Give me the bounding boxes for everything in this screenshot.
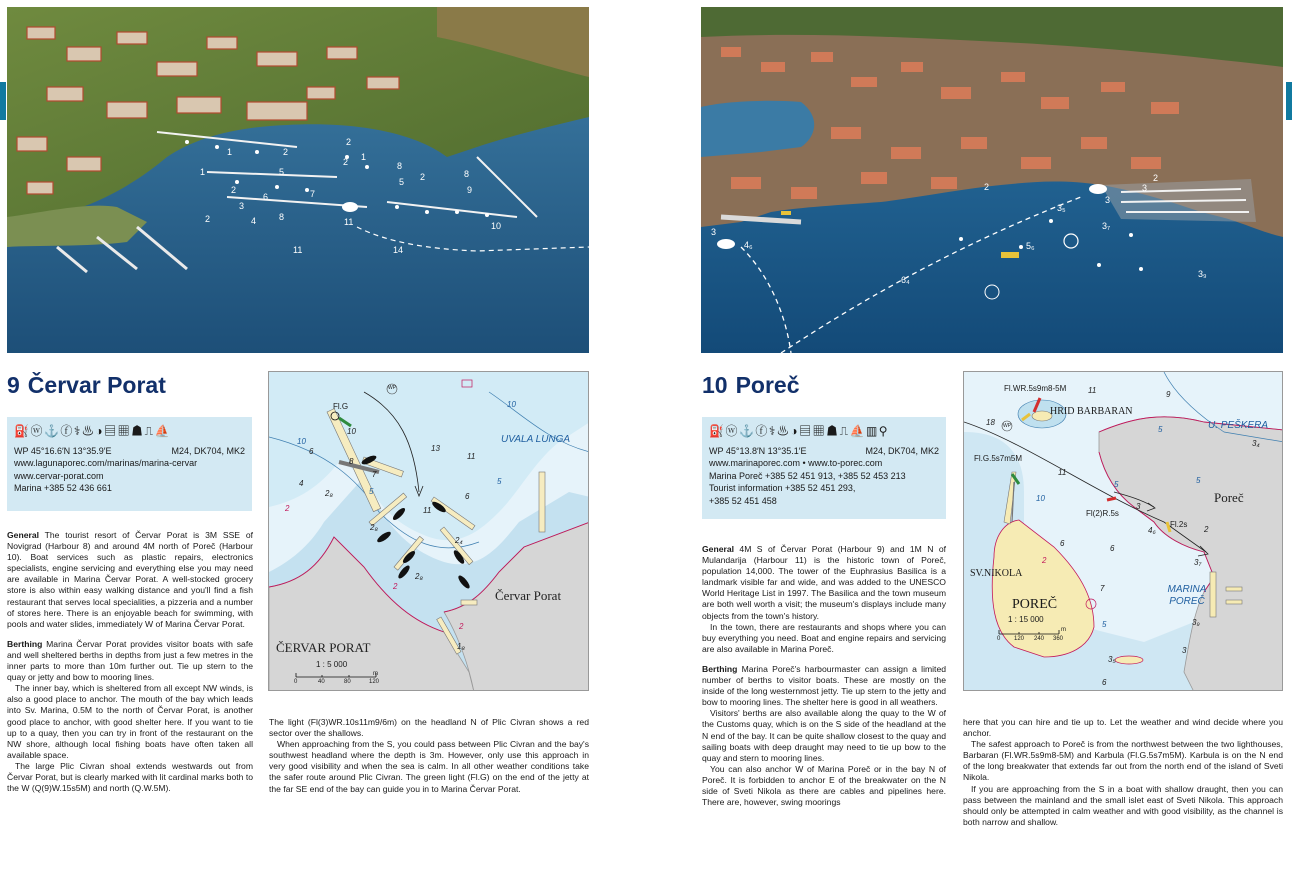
- harbour-heading-cervar-porat: [7, 372, 166, 399]
- text-column-right-2: [963, 717, 1283, 828]
- photo-label: 8: [397, 161, 403, 171]
- berthing-text: Marina Poreč's harbourmaster can assign a limited number of berths to visitor boats. These are mostly on the inside of the long westernmost jetty. Tie up stern to the jetty and bow to mooring lines. The shelter here is good in all weathers.: [702, 663, 946, 708]
- harbour-title: Poreč: [735, 372, 800, 398]
- chart-references: M24, DK704, MK2: [865, 445, 939, 456]
- harbour-number: 9: [7, 372, 20, 398]
- phone-number: Tourist information +385 52 451 293,: [709, 483, 856, 493]
- scale-tick: 120: [369, 679, 380, 685]
- harbour-number: 10: [702, 372, 728, 398]
- depth-sounding: 11: [1058, 468, 1067, 477]
- town-label: Červar Porat: [495, 588, 562, 603]
- light-label: Fl.G.5s7m5M: [974, 454, 1023, 463]
- berthing-paragraph: Visitors' berths are also available along the quay to the W of the Customs quay, which is on the S side of the headland at the N end of the bay. It can be quite shallow closest to the quay and sailing boats with deep draught may need to tie up bow to the quay and stern to mooring lines.: [702, 708, 946, 763]
- general-label: General: [7, 530, 40, 540]
- photo-label: 2: [283, 147, 289, 157]
- marina-label: MARINA POREČ: [1167, 584, 1207, 607]
- scale-unit: m: [373, 671, 378, 677]
- scale-tick: 0: [294, 679, 298, 685]
- scale-label: 1 : 5 000: [316, 660, 348, 669]
- depth-sounding: 3: [1182, 646, 1187, 655]
- anchoring-paragraph: here that you can hire and tie up to. Let the weather and wind decide where you anchor.: [963, 717, 1283, 739]
- harbour-chart-cervar-porat: [268, 371, 589, 691]
- light-label: Fl.G: [333, 402, 349, 411]
- depth-sounding: 2₈: [415, 572, 423, 581]
- harbour-heading-porec: [702, 372, 800, 399]
- berthing-paragraph: [7, 639, 253, 683]
- harbour-info-box: [702, 417, 946, 519]
- photo-label: 14: [393, 245, 404, 255]
- depth-sounding: 5: [1102, 620, 1107, 629]
- photo-label: 2: [231, 185, 237, 195]
- photo-label: 6: [263, 192, 269, 202]
- berthing-label: Berthing: [7, 638, 43, 649]
- depth-sounding: 10: [507, 400, 516, 409]
- chart-references: M24, DK704, MK2: [171, 445, 245, 456]
- photo-label: 2: [420, 172, 426, 182]
- area-label: UVALA LUNGA: [501, 434, 571, 445]
- photo-label: 3: [239, 201, 245, 211]
- general-text: 4M S of Červar Porat (Harbour 9) and 1M N of Mulandarija (Harbour 11) is the historic town of Poreč, population 14,000. The tower of the Euphrasius Basilica is a landmark visible far and wide, and was added to the UNESCO World Heritage List in 1997. The Basilica and the town museum are both well worth a visit; the museum's displays include many objects from the town's history.: [702, 544, 946, 621]
- island-label: SV.NIKOLA: [970, 568, 1023, 579]
- depth-sounding: 6: [1110, 544, 1115, 553]
- depth-sounding: 2: [459, 622, 464, 631]
- photo-label: 2: [984, 182, 990, 192]
- depth-sounding: 10: [297, 437, 306, 446]
- depth-sounding: 5: [497, 477, 502, 486]
- depth-sounding: 7: [1100, 584, 1105, 593]
- scale-tick: 360: [1053, 636, 1064, 642]
- berthing-paragraph: You can also anchor W of Marina Poreč or in the bay N of Poreč. It is forbidden to anchor E of the breakwater on the N side of Sveti Nikola as there are cables and pipelines here. There are, however, swing moorings: [702, 763, 946, 808]
- depth-sounding: 7: [372, 470, 377, 479]
- phone-number: Marina Poreč +385 52 451 913, +385 52 453 213: [709, 470, 906, 481]
- photo-label: 5₆: [1026, 241, 1035, 251]
- light-paragraph: The light (Fl(3)WR.10s11m9/6m) on the headland N of Plic Civran shows a red sector over the shallows.: [269, 717, 589, 739]
- website-link[interactable]: www.cervar-porat.com: [14, 470, 104, 481]
- depth-sounding: 2₈: [370, 523, 378, 532]
- general-paragraph: [702, 544, 946, 622]
- harbour-info-box: [7, 417, 252, 511]
- photo-label: 3₉: [1198, 269, 1207, 279]
- depth-sounding: 6: [1102, 678, 1107, 687]
- depth-sounding: 9: [1166, 390, 1171, 399]
- depth-sounding: 4₆: [1148, 526, 1156, 535]
- light-label: Fl(2)R.5s: [1086, 509, 1119, 518]
- waypoint-marker: WP: [388, 385, 397, 391]
- photo-label: 3: [1142, 183, 1148, 193]
- website-link[interactable]: www.lagunaporec.com/marinas/marina-cervar: [14, 458, 198, 468]
- photo-label: 2: [346, 137, 352, 147]
- general-paragraph: In the town, there are restaurants and shops where you can buy everything you need. Boat and engine repairs and servicing are also available in Marina Poreč.: [702, 621, 946, 654]
- depth-sounding: 2: [285, 504, 290, 513]
- depth-sounding: 5: [1114, 480, 1119, 489]
- scale-tick: 40: [318, 679, 325, 685]
- photo-label: 3: [1105, 195, 1111, 205]
- photo-label: 4: [251, 216, 257, 226]
- text-column-left-1: [7, 530, 253, 794]
- waypoint: WP 45°16.6′N 13°35.9′E: [14, 445, 112, 456]
- berthing-paragraph: The inner bay, which is sheltered from all except NW winds, is also a good place to anchor. The mouth of the bay which leads into Sv. Marina, 0.5M to the north of Červar Porat, is another good place to anchor, with good shelter here. If you want to tie up to a quay, then you can try in front of the restaurant on the NW shore, although local fishing boats have often taken all available space.: [7, 683, 253, 760]
- text-column-left-2: [269, 717, 589, 795]
- general-text: The tourist resort of Červar Porat is 3M SSE of Novigrad (Harbour 8) and around 4M north of Poreč (Harbour 10). Boat services such as plastic repairs, electronics specialists, engine servicing and everything else you may need are available in Marina Červar Porat. A well-stocked grocery store is also within easy walking distance and you'll find a fish restaurant that serves local specialities, a pizzeria and a number of stores here. There is an enjoyable beach for swimming, with pools and water slides, immediately W of Marina Červar Porat.: [7, 530, 253, 629]
- page-edge-tab-left: [0, 82, 6, 120]
- photo-label: 2: [205, 214, 211, 224]
- photo-label: 11: [344, 217, 354, 227]
- depth-sounding: 1₈: [457, 642, 465, 651]
- depth-sounding: 6: [1060, 539, 1065, 548]
- photo-label: 3₅: [1057, 203, 1066, 213]
- place-label: POREČ: [1012, 597, 1058, 612]
- general-label: General: [702, 544, 735, 554]
- photo-label: 6₄: [901, 275, 910, 285]
- photo-label: 7: [310, 189, 316, 199]
- scale-tick: 240: [1034, 636, 1045, 642]
- approach-paragraph: The safest approach to Poreč is from the northwest between the two lighthouses, Barbaran (Fl.WR.5s9m8-5M) and Karbula (Fl.G.5s7m5M). Karbula is on the N end of the long breakwater that extends far out from the north end of the island of Sveti Nikola.: [963, 739, 1283, 783]
- berthing-label: Berthing: [702, 663, 738, 674]
- depth-sounding: 6: [309, 447, 314, 456]
- depth-sounding: 10: [1036, 494, 1045, 503]
- light-label: Fl.WR.5s9m8-5M: [1004, 384, 1067, 393]
- light-label: Fl.2s: [1170, 520, 1188, 529]
- facility-icons: ⛽ⓦ⚓ⓕ⚕♨◑▤▦☗⎍⛵: [14, 424, 171, 438]
- page-edge-tab-right: [1286, 82, 1292, 120]
- aerial-photo-cervar-porat: [7, 7, 589, 353]
- rock-label: HRID BARBARAN: [1050, 406, 1133, 417]
- waypoint: WP 45°13.8′N 13°35.1′E: [709, 445, 807, 456]
- scale-tick: 80: [344, 679, 351, 685]
- photo-label: 5: [399, 177, 405, 187]
- berthing-text: Marina Červar Porat provides visitor boats with safe and well sheltered berths in depths from just a few metres in the inner parts to more than 10m further out. Tie up stern to the quay or jetty and bow to mooring lines.: [7, 638, 253, 683]
- depth-sounding: 11: [1088, 386, 1097, 395]
- photo-label: 8: [279, 212, 285, 222]
- harbour-chart-porec: [963, 371, 1283, 691]
- depth-sounding: 13: [431, 444, 440, 453]
- depth-sounding: 2₈: [325, 489, 333, 498]
- photo-label: 1: [361, 152, 367, 162]
- harbour-title: Červar Porat: [27, 372, 166, 398]
- waypoint-marker: WP: [1003, 423, 1012, 429]
- depth-sounding: 3₄: [1252, 439, 1260, 448]
- depth-sounding: 3₅: [1108, 655, 1116, 664]
- depth-sounding: 8: [349, 457, 354, 466]
- depth-sounding: 2: [1042, 556, 1047, 565]
- town-label: Poreč: [1214, 490, 1244, 505]
- berthing-paragraph: [702, 664, 946, 708]
- photo-label: 4₆: [744, 240, 753, 250]
- phone-number: +385 52 451 458: [709, 495, 777, 506]
- depth-sounding: 5: [1196, 476, 1201, 485]
- depth-sounding: 6: [465, 492, 470, 501]
- depth-sounding: 4: [299, 479, 304, 488]
- general-paragraph: [7, 530, 253, 630]
- website-link[interactable]: www.marinaporec.com • www.to-porec.com: [709, 458, 883, 468]
- depth-sounding: 5: [369, 487, 374, 496]
- depth-sounding: 3: [1136, 502, 1141, 511]
- place-label: ČERVAR PORAT: [276, 640, 371, 655]
- photo-label: 1: [227, 147, 233, 157]
- scale-tick: 120: [1014, 636, 1025, 642]
- area-label: U. PEŠKERA: [1208, 420, 1269, 431]
- photo-label: 5: [279, 167, 285, 177]
- depth-sounding: 18: [986, 418, 995, 427]
- facility-icons: ⛽ⓦ⚓ⓕ⚕♨◑▤▦☗⎍⛵▥⚲: [709, 424, 890, 438]
- depth-sounding: 10: [347, 427, 356, 436]
- photo-label: 3: [711, 227, 717, 237]
- scale-tick: 0: [997, 636, 1001, 642]
- depth-sounding: 2: [393, 582, 398, 591]
- depth-sounding: 3₇: [1194, 558, 1202, 567]
- depth-sounding: 11: [423, 506, 432, 515]
- depth-sounding: 11: [467, 452, 476, 461]
- text-column-right-1: [702, 544, 946, 808]
- photo-label: 9: [467, 185, 473, 195]
- depth-sounding: 5: [1158, 425, 1163, 434]
- approach-paragraph: When approaching from the S, you could pass between Plic Civran and the bay's southwest headland where the depth is 3m. However, only use this approach in very good visibility and when the sea is calm. In all other weather conditions take the safer route around Plic Civran. The green light (Fl.G) on the end of the jetty at the far SE end of the bay can guide you in to Marina Červar Porat.: [269, 739, 589, 794]
- aerial-photo-porec: [701, 7, 1283, 353]
- photo-label: 2: [343, 157, 349, 167]
- photo-label: 2: [1153, 173, 1159, 183]
- phone-number: Marina +385 52 436 661: [14, 483, 112, 493]
- depth-sounding: 2₄: [455, 536, 463, 545]
- scale-unit: m: [1061, 627, 1066, 633]
- approach-paragraph: If you are approaching from the S in a boat with shallow draught, then you can pass between the mainland and the small islet east of Sveti Nikola. This approach should only be attempted in calm weather and with good visibility, as the channel is both narrow and shallow.: [963, 783, 1283, 827]
- photo-label: 8: [464, 169, 470, 179]
- photo-label: 1: [200, 167, 206, 177]
- depth-sounding: 2: [1204, 525, 1209, 534]
- depth-sounding: 3₉: [1192, 618, 1200, 627]
- photo-label: 3₇: [1102, 221, 1111, 231]
- scale-label: 1 : 15 000: [1008, 615, 1044, 624]
- photo-label: 11: [293, 245, 303, 255]
- berthing-paragraph: The large Plic Civran shoal extends westwards out from Červar Porat, but is clearly marked with lit cardinal marks both to the W (Q(9)W.15s5M) and north (Q.W.5M).: [7, 760, 253, 794]
- photo-label: 10: [491, 221, 502, 231]
